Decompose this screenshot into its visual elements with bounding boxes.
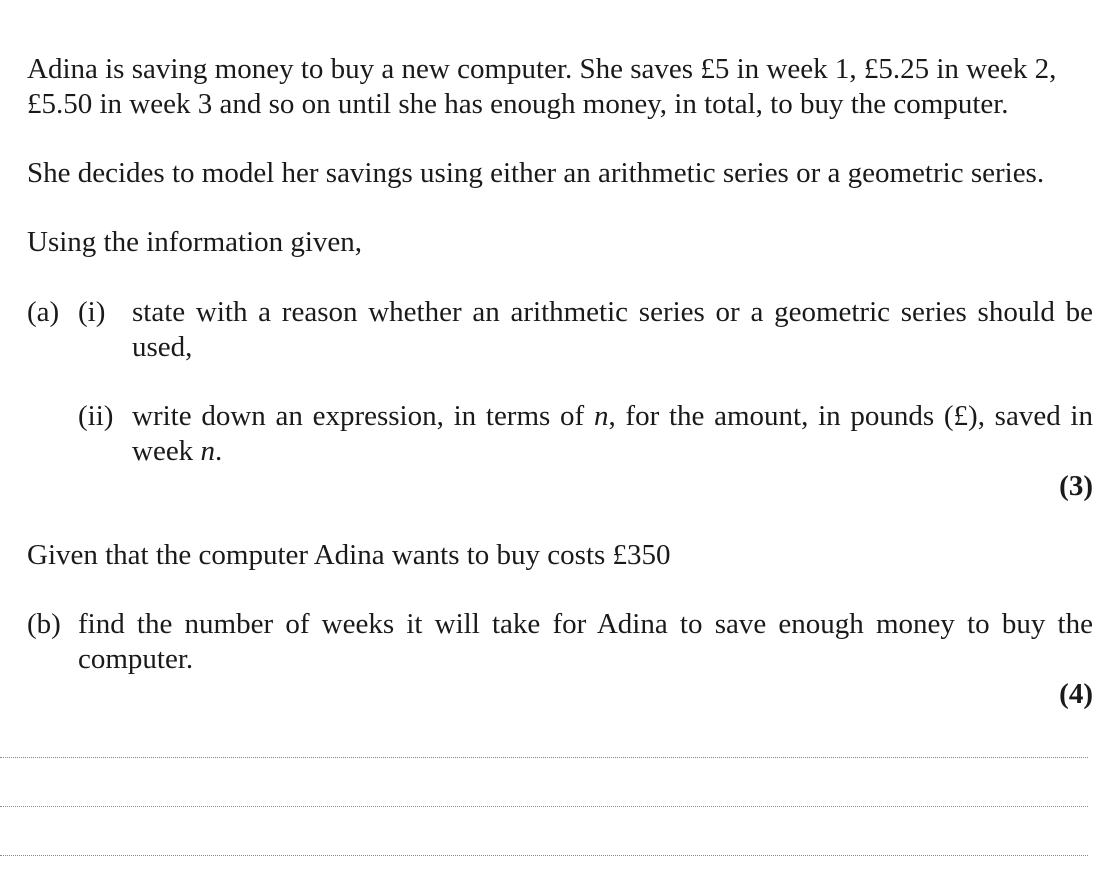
given-cost: Given that the computer Adina wants to buy costs £350 [27, 539, 671, 571]
using-info: Using the information given, [27, 226, 363, 258]
part-a-ii-text [132, 399, 1093, 469]
part-a-label: (a) [27, 296, 60, 328]
model-statement: She decides to model her savings using either an arithmetic series or a geometric series. [27, 157, 1045, 189]
answer-line[interactable] [0, 855, 1088, 856]
intro-line-2: £5.50 in week 3 and so on until she has enough money, in total, to buy the computer. [27, 88, 1009, 120]
part-a-i-label: (i) [78, 296, 106, 328]
part-a-marks: (3) [1059, 470, 1093, 502]
variable-n: n [593, 400, 609, 432]
part-a-ii-text-before: write down an expression, in terms of [132, 400, 594, 432]
answer-line[interactable] [0, 806, 1088, 807]
variable-n: n [200, 435, 215, 467]
part-b-text: find the number of weeks it will take for Adina to save enough money to buy the computer. [78, 608, 1093, 675]
intro-line-1: Adina is saving money to buy a new computer. She saves £5 in week 1, £5.25 in week 2, [27, 53, 1057, 85]
part-a-ii-text-end: . [214, 435, 223, 467]
part-b-label: (b) [27, 608, 61, 640]
part-a-i-text: state with a reason whether an arithmetic series or a geometric series should be used, [132, 296, 1093, 363]
part-a-ii-text-middle: , for the amount, in pounds (£), saved in week [132, 400, 1093, 467]
part-a-ii-label: (ii) [78, 400, 114, 432]
answer-line[interactable] [0, 757, 1088, 758]
part-b-marks: (4) [1059, 678, 1093, 710]
